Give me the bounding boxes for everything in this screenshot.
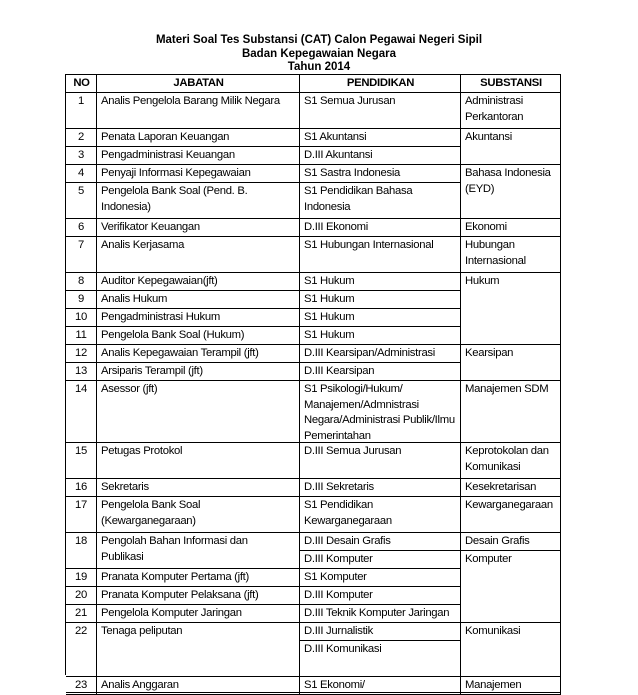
- pendidikan-cell: D.III Jurnalistik: [300, 623, 461, 641]
- substansi-cell: Kewarganegaraan: [461, 497, 561, 533]
- jabatan-cell: Asessor (jft): [97, 381, 300, 443]
- row-number: 3: [66, 147, 97, 165]
- jabatan-cell: Analis Kepegawaian Terampil (jft): [97, 345, 300, 363]
- row-number: 10: [66, 309, 97, 327]
- substansi-cell: Administrasi Perkantoran: [461, 93, 561, 129]
- substansi-cell: Akuntansi: [461, 129, 561, 165]
- header-pendidikan: PENDIDIKAN: [300, 75, 461, 93]
- pendidikan-cell: S1 Hubungan Internasional: [300, 237, 461, 273]
- pendidikan-cell: S1 Psikologi/Hukum/ Manajemen/Admnistrasi Negara/Administrasi Publik/Ilmu Pemerintahan: [300, 381, 461, 443]
- jabatan-cell: Pengelola Bank Soal (Kewarganegaraan): [97, 497, 300, 533]
- materi-table: [65, 74, 561, 691]
- substansi-cell: Hukum: [461, 273, 561, 345]
- row-number: 21: [66, 605, 97, 623]
- substansi-cell: Ekonomi: [461, 219, 561, 237]
- jabatan-cell: Pengelola Komputer Jaringan: [97, 605, 300, 623]
- pendidikan-cell: D.III Ekonomi: [300, 219, 461, 237]
- substansi-cell: Keprotokolan dan Komunikasi: [461, 443, 561, 479]
- substansi-cell: Manajemen SDM: [461, 381, 561, 443]
- row-number: 22: [66, 623, 97, 677]
- jabatan-cell: Sekretaris: [97, 479, 300, 497]
- jabatan-cell: Arsiparis Terampil (jft): [97, 363, 300, 381]
- jabatan-cell: Petugas Protokol: [97, 443, 300, 479]
- substansi-cell: Komunikasi: [461, 623, 561, 677]
- pendidikan-cell: D.III Sekretaris: [300, 479, 461, 497]
- row-number: 11: [66, 327, 97, 345]
- row-number: 1: [66, 93, 97, 129]
- substansi-cell: Kesekretarisan: [461, 479, 561, 497]
- pendidikan-cell: S1 Sastra Indonesia: [300, 165, 461, 183]
- row-number: 2: [66, 129, 97, 147]
- row-number: 14: [66, 381, 97, 443]
- jabatan-cell: Pengolah Bahan Informasi dan Publikasi: [97, 533, 300, 569]
- substansi-cell: Komputer: [461, 551, 561, 623]
- row-number: 6: [66, 219, 97, 237]
- jabatan-cell: Penyaji Informasi Kepegawaian: [97, 165, 300, 183]
- row-number: 12: [66, 345, 97, 363]
- pendidikan-cell: S1 Hukum: [300, 327, 461, 345]
- pendidikan-cell: D.III Komputer: [300, 587, 461, 605]
- jabatan-cell: Pengadministrasi Keuangan: [97, 147, 300, 165]
- pendidikan-cell: S1 Hukum: [300, 273, 461, 291]
- row-number: 20: [66, 587, 97, 605]
- pendidikan-cell: D.III Semua Jurusan: [300, 443, 461, 479]
- header-substansi: SUBSTANSI: [461, 75, 561, 93]
- substansi-cell: Kearsipan: [461, 345, 561, 381]
- jabatan-cell: Analis Anggaran: [97, 677, 300, 693]
- jabatan-cell: Analis Hukum: [97, 291, 300, 309]
- jabatan-cell: Penata Laporan Keuangan: [97, 129, 300, 147]
- jabatan-cell: Tenaga peliputan: [97, 623, 300, 677]
- pendidikan-cell: S1 Akuntansi: [300, 129, 461, 147]
- jabatan-cell: Pengelola Bank Soal (Hukum): [97, 327, 300, 345]
- jabatan-cell: Analis Pengelola Barang Milik Negara: [97, 93, 300, 129]
- row-number: 23: [66, 677, 97, 693]
- jabatan-cell: Pranata Komputer Pelaksana (jft): [97, 587, 300, 605]
- jabatan-cell: Analis Kerjasama: [97, 237, 300, 273]
- row-number: 4: [66, 165, 97, 183]
- pendidikan-cell: S1 Semua Jurusan: [300, 93, 461, 129]
- row-number: 16: [66, 479, 97, 497]
- row-number: 18: [66, 533, 97, 569]
- jabatan-cell: Pranata Komputer Pertama (jft): [97, 569, 300, 587]
- row-number: 15: [66, 443, 97, 479]
- row-number: 7: [66, 237, 97, 273]
- jabatan-cell: Auditor Kepegawaian(jft): [97, 273, 300, 291]
- header-no: NO: [66, 75, 97, 93]
- substansi-cell: Desain Grafis: [461, 533, 561, 551]
- pendidikan-cell: D.III Akuntansi: [300, 147, 461, 165]
- row-number: 8: [66, 273, 97, 291]
- row-number: 17: [66, 497, 97, 533]
- pendidikan-cell: S1 Pendidikan Bahasa Indonesia: [300, 183, 461, 219]
- pendidikan-cell: S1 Ekonomi/: [300, 677, 461, 693]
- pendidikan-cell: S1 Hukum: [300, 309, 461, 327]
- doc-subtitle: Badan Kepegawaian Negara: [241, 47, 397, 60]
- jabatan-cell: Pengadministrasi Hukum: [97, 309, 300, 327]
- pendidikan-cell: S1 Komputer: [300, 569, 461, 587]
- pendidikan-cell: D.III Komunikasi: [300, 641, 461, 677]
- row-number: 5: [66, 183, 97, 219]
- row-number: 9: [66, 291, 97, 309]
- row-number: 13: [66, 363, 97, 381]
- pendidikan-cell: D.III Kearsipan: [300, 363, 461, 381]
- row-number: 19: [66, 569, 97, 587]
- jabatan-cell: Verifikator Keuangan: [97, 219, 300, 237]
- substansi-cell: Manajemen: [461, 677, 561, 693]
- doc-title: Materi Soal Tes Substansi (CAT) Calon Pegawai Negeri Sipil: [155, 34, 483, 46]
- pendidikan-cell: S1 Hukum: [300, 291, 461, 309]
- doc-year: Tahun 2014: [287, 61, 351, 73]
- pendidikan-cell: S1 Pendidikan Kewarganegaraan: [300, 497, 461, 533]
- pendidikan-cell: D.III Komputer: [300, 551, 461, 569]
- pendidikan-cell: D.III Teknik Komputer Jaringan: [300, 605, 461, 623]
- pendidikan-cell: D.III Kearsipan/Administrasi: [300, 345, 461, 363]
- jabatan-cell: Pengelola Bank Soal (Pend. B. Indonesia): [97, 183, 300, 219]
- header-jabatan: JABATAN: [97, 75, 300, 93]
- substansi-cell: Hubungan Internasional: [461, 237, 561, 273]
- pendidikan-cell: D.III Desain Grafis: [300, 533, 461, 551]
- substansi-cell: Bahasa Indonesia (EYD): [461, 165, 561, 219]
